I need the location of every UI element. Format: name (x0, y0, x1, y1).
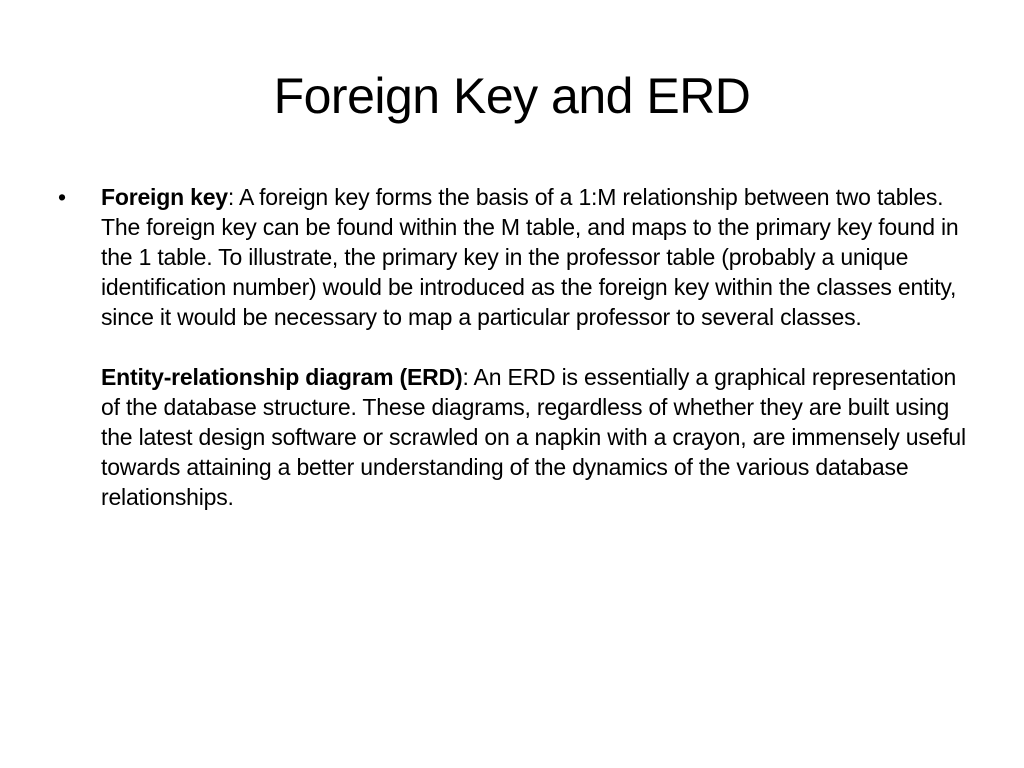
foreign-key-paragraph (101, 182, 968, 332)
slide-title: Foreign Key and ERD (273, 68, 751, 124)
erd-paragraph (101, 362, 968, 512)
foreign-key-definition: : A foreign key forms the basis of a 1:M relationship between two tables. The foreign key can be found within the M table, and maps to the primary key found in the 1 table. To illustrate, the primary key in the professor table (probably a unique identification number) would be introduced as the foreign key within the classes entity, since it would be necessary to map a particular professor to several classes. (101, 184, 959, 330)
bullet-item (58, 182, 968, 512)
erd-term: Entity-relationship diagram (ERD) (101, 364, 463, 390)
erd-definition: : An ERD is essentially a graphical representation of the database structure. These diagrams, regardless of whether they are built using the latest design software or scrawled on a napkin with a crayon, are immensely useful towards attaining a better understanding of the dynamics of the various database relationships. (101, 364, 966, 510)
bullet-icon: • (58, 184, 66, 210)
bullet-list (58, 182, 968, 512)
foreign-key-term: Foreign key (101, 184, 228, 210)
